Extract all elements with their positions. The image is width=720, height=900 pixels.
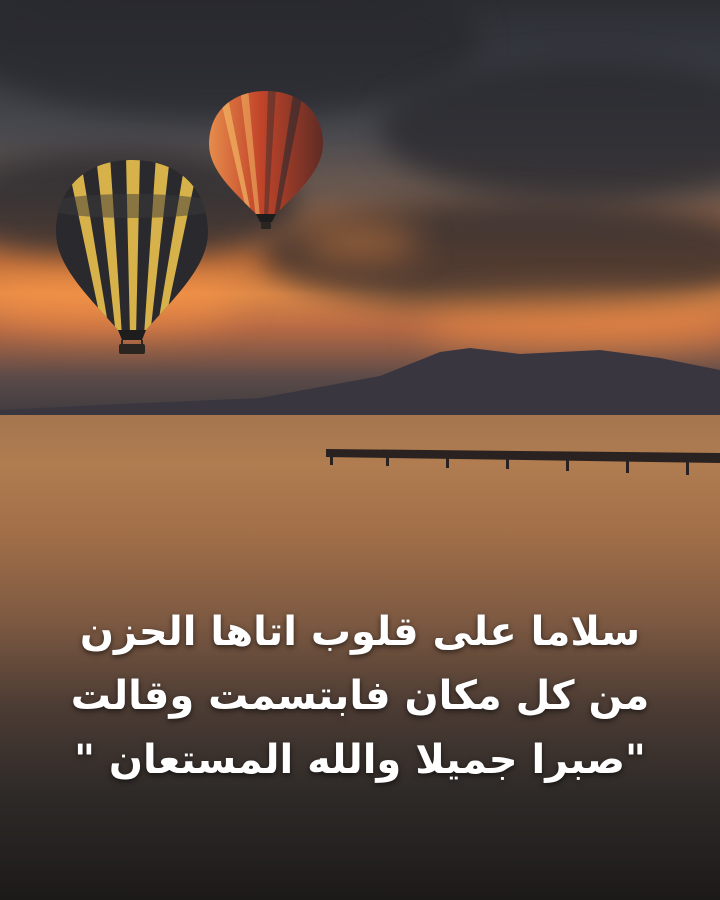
- hot-air-balloon-large: [52, 156, 212, 356]
- arabic-quote: [60, 600, 660, 792]
- quote-line-3: "صبرا جميلا والله المستعان ": [74, 737, 646, 783]
- quote-line-1: سلاما على قلوب اتاها الحزن: [79, 609, 641, 655]
- quote-line-2: من كل مكان فابتسمت وقالت: [70, 673, 650, 719]
- sunset-glow: [300, 228, 420, 256]
- wooden-pier: [326, 443, 720, 479]
- hot-air-balloon-small: [206, 88, 326, 230]
